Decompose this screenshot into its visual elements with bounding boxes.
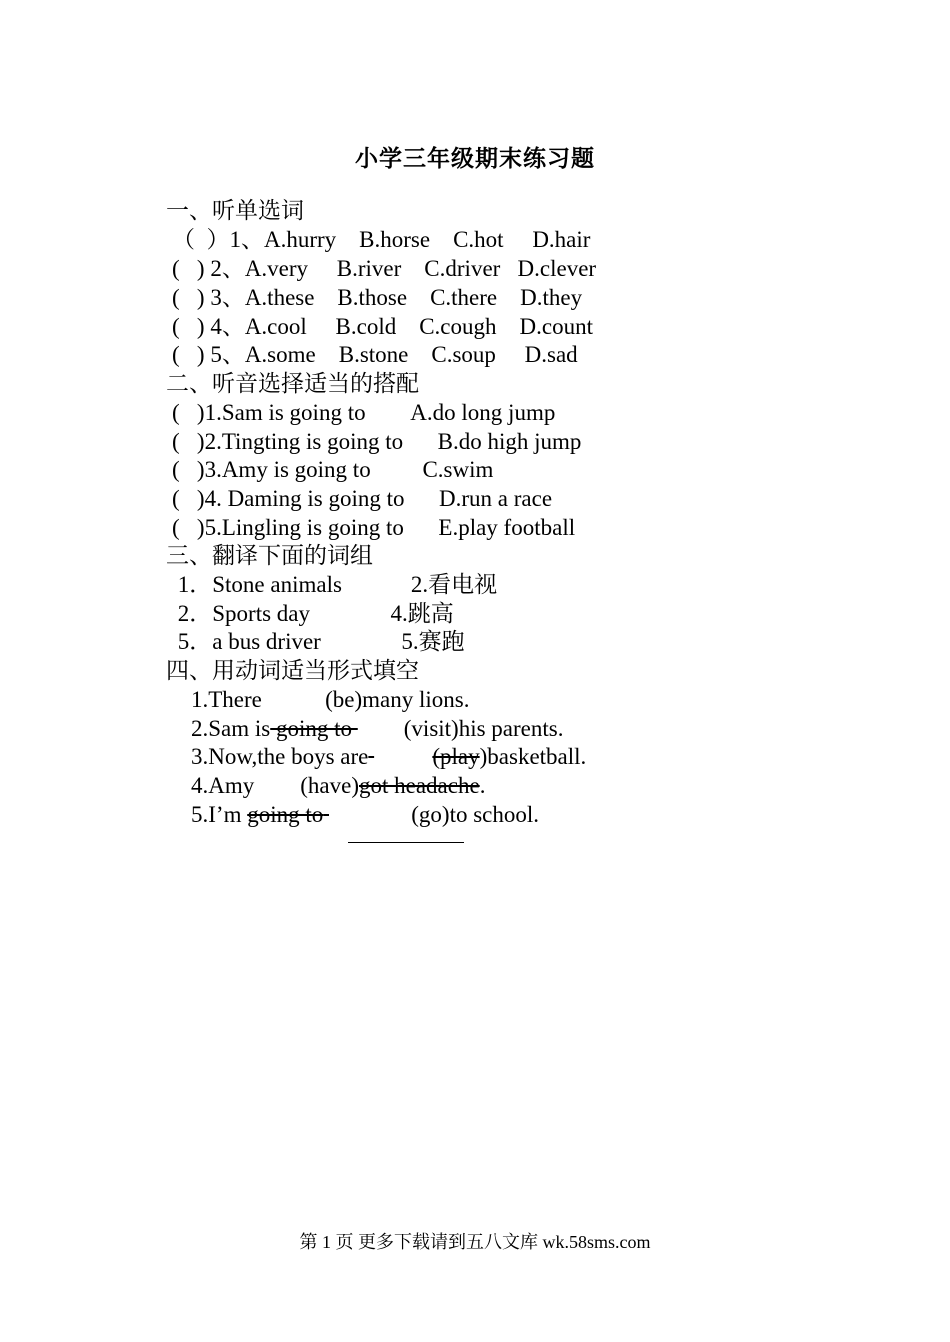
- s1-question-1: （ ）1、A.hurry B.horse C.hot D.hair: [172, 227, 591, 252]
- s4-item-3-blank: [368, 743, 432, 771]
- s4-item-5: [191, 801, 539, 829]
- s2-match-4: ( )4. Daming is going to D.run a race: [172, 486, 553, 511]
- s1-question-4: ( ) 4、A.cool B.cold C.cough D.count: [172, 314, 593, 339]
- s4-item-5-end: (go)to school.: [365, 802, 540, 827]
- section-3-heading: 三、翻译下面的词组: [166, 543, 373, 568]
- s1-question-2: ( ) 2、A.very B.river C.driver D.clever: [172, 256, 597, 281]
- s4-item-3: [191, 743, 586, 771]
- s4-item-4-start: 4.Amy (have): [191, 773, 359, 798]
- s4-item-2: [191, 715, 563, 743]
- s3-phrase-row-3: 5．a bus driver 5.赛跑: [172, 629, 465, 654]
- s3-phrase-row-2: 2．Sports day 4.跳高: [172, 601, 454, 626]
- s4-item-3-struck: (play: [432, 744, 480, 769]
- section-2-heading: 二、听音选择适当的搭配: [166, 371, 419, 396]
- s2-match-3: ( )3.Amy is going to C.swim: [172, 457, 494, 482]
- s4-item-2-end: (visit)his parents.: [357, 716, 564, 741]
- s4-item-5-start: 5.I’m: [191, 802, 248, 827]
- s4-item-2-struck: going to: [270, 716, 358, 741]
- page-title: 小学三年级期末练习题: [355, 146, 595, 171]
- s4-item-4: [191, 772, 485, 800]
- s1-question-3: ( ) 3、A.these B.those C.there D.they: [172, 285, 583, 310]
- s4-item-4-struck: got headache: [359, 773, 480, 798]
- s4-item-2-start: 2.Sam is: [191, 716, 271, 741]
- s2-match-5: ( )5.Lingling is going to E.play football: [172, 515, 576, 540]
- s3-phrase-row-1: 1．Stone animals 2.看电视: [172, 572, 498, 597]
- page-footer: 第 1 页 更多下载请到五八文库 wk.58sms.com: [299, 1232, 651, 1252]
- s2-match-1: ( )1.Sam is going to A.do long jump: [172, 400, 556, 425]
- s4-item-3-end: )basketball.: [479, 744, 587, 769]
- answer-underline: [348, 842, 464, 843]
- s4-item-3-start: 3.Now,the boys are: [191, 744, 369, 769]
- s2-match-2: ( )2.Tingting is going to B.do high jump: [172, 429, 582, 454]
- s4-item-4-end: .: [479, 773, 486, 798]
- section-1-heading: 一、听单选词: [166, 198, 304, 223]
- s4-item-5-struck: going to: [247, 802, 324, 827]
- section-4-heading: 四、用动词适当形式填空: [166, 658, 419, 683]
- s1-question-5: ( ) 5、A.some B.stone C.soup D.sad: [172, 342, 578, 367]
- s4-item-1: 1.There (be)many lions.: [191, 687, 470, 712]
- s4-item-5-blank: [323, 801, 365, 829]
